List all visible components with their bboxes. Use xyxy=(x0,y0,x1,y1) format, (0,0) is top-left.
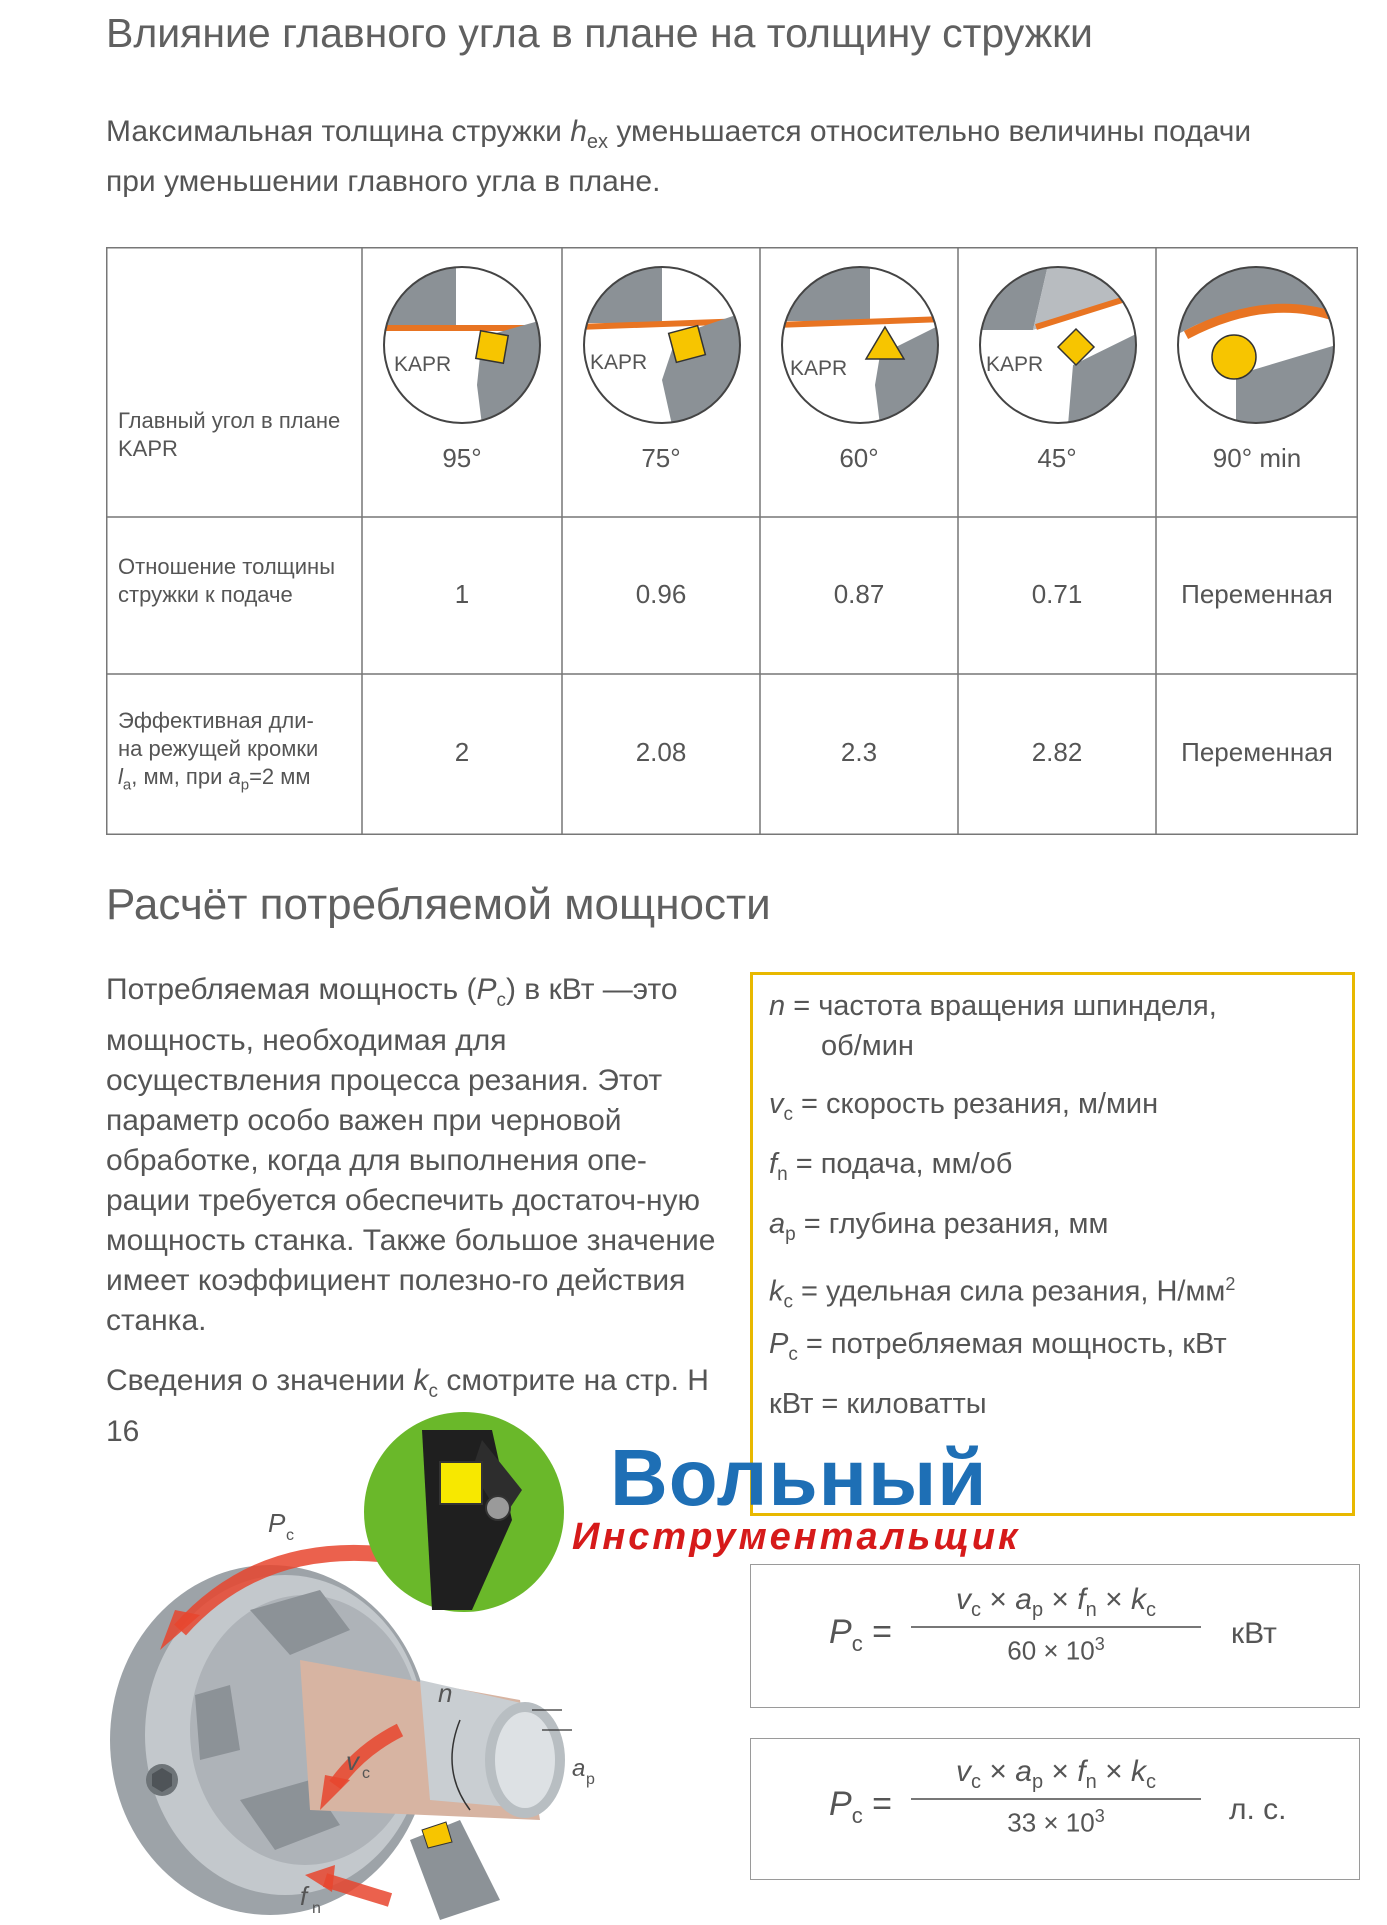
power-description xyxy=(106,970,726,1472)
watermark-brand-name: Вольный xyxy=(610,1433,988,1522)
label-pc: P xyxy=(268,1508,286,1538)
length-95: 2 xyxy=(454,737,470,767)
insert-diagram-60 xyxy=(780,265,940,425)
insert-75-icon xyxy=(582,265,742,425)
ratio-75: 0.96 xyxy=(635,579,687,609)
insert-45-icon xyxy=(978,265,1138,425)
legend-fn: $f_n$ = подача, мм/об xyxy=(769,1148,1013,1185)
formula2-fraction-bar xyxy=(911,1798,1201,1800)
insert-round-icon xyxy=(1176,265,1336,425)
label-pc-sub: c xyxy=(286,1527,294,1544)
formula-hp-box xyxy=(750,1738,1360,1880)
section-title-chip-thickness: Влияние главного угла в плане на толщину стружки xyxy=(106,10,1093,56)
insert-95-icon xyxy=(382,265,542,425)
insert-45-kapr-label: KAPR xyxy=(986,353,1044,376)
ratio-45: 0.71 xyxy=(1031,579,1083,609)
insert-60-kapr-label: KAPR xyxy=(790,357,848,380)
length-60: 2.3 xyxy=(840,737,878,767)
legend-kw: кВт = киловатты xyxy=(769,1388,987,1420)
ratio-95: 1 xyxy=(454,579,470,609)
legend-n-unit: об/мин xyxy=(821,1030,914,1062)
label-vc-sub: c xyxy=(362,1765,370,1782)
tool-holder-logo-icon xyxy=(362,1410,566,1614)
legend-ap: $a_p$ = глубина резания, мм xyxy=(769,1208,1109,1245)
legend-n: n = частота вращения шпинделя, xyxy=(769,990,1217,1022)
power-paragraph-2: Сведения о значении $k_c$ смотрите на стр. Н 16 xyxy=(106,1364,709,1448)
formula1-lhs: $P_c$ = xyxy=(829,1613,892,1656)
length-45: 2.82 xyxy=(1031,737,1083,767)
insert-diagram-round xyxy=(1176,265,1336,425)
power-paragraph-1: Потребляемая мощность $(P_c)$ в кВт —это мощность, необходимая для осуществления процесса резания. Этот параметр особо важен при черновой обработке, когда для выполнения опе-рации требуется обеспечить достаточ-ную мощность станка. Также большое значение имеет коэффициент полезно-го действия станка. xyxy=(106,973,716,1337)
row-label-effective-length: Эффективная дли- на режущей кромки $l_a$, мм, при $a_p=2$ мм xyxy=(118,708,319,794)
ratio-variable: Переменная xyxy=(1181,579,1333,609)
legend-vc: $v_c$ = скорость резания, м/мин xyxy=(769,1088,1159,1125)
legend-pc: $P_c$ = потребляемая мощность, кВт xyxy=(769,1328,1227,1365)
label-vc: v xyxy=(346,1746,359,1776)
formula2-numerator: $v_c \times a_p \times f_n \times k_c$ xyxy=(956,1755,1156,1793)
formula1-numerator: $v_c \times a_p \times f_n \times k_c$ xyxy=(956,1583,1156,1621)
formula1-denominator: $60 \times 10^3$ xyxy=(1007,1634,1105,1666)
watermark-logo xyxy=(362,1410,566,1614)
label-ap: a xyxy=(572,1755,586,1782)
row-label-kapr: Главный угол в плане KAPR xyxy=(118,408,341,461)
formula2-unit: л. с. xyxy=(1229,1793,1287,1826)
formula1-fraction xyxy=(911,1583,1201,1667)
formula2-lhs: $P_c$ = xyxy=(829,1785,892,1828)
label-ap-sub: p xyxy=(586,1771,595,1788)
watermark-brand-subtitle: Инструментальщик xyxy=(572,1516,1021,1558)
ratio-60: 0.87 xyxy=(833,579,885,609)
legend-kc: $k_c$ = удельная сила резания, $Н/мм^2$ xyxy=(769,1274,1236,1313)
insert-diagram-45 xyxy=(978,265,1138,425)
angle-60: 60° xyxy=(839,443,879,473)
angle-95: 95° xyxy=(442,443,482,473)
insert-75-kapr-label: KAPR xyxy=(590,351,648,374)
label-n: n xyxy=(438,1678,453,1708)
insert-diagram-95 xyxy=(382,265,542,425)
section-title-power: Расчёт потребляемой мощности xyxy=(106,880,771,929)
insert-95-kapr-label: KAPR xyxy=(394,353,452,376)
formula1-fraction-bar xyxy=(911,1626,1201,1628)
formula2-fraction xyxy=(911,1755,1201,1839)
intro-paragraph: Максимальная толщина стружки $h_{ex}$ уменьшается относительно величины подачи при уменьшении главного угла в плане. xyxy=(106,115,1252,198)
formula2-denominator: $33 \times 10^3$ xyxy=(1007,1806,1105,1838)
formula1-unit: кВт xyxy=(1231,1617,1277,1650)
angle-45: 45° xyxy=(1037,443,1077,473)
formula-kw-box xyxy=(750,1564,1360,1708)
label-fn: f xyxy=(300,1881,308,1911)
label-fn-sub: n xyxy=(312,1900,321,1917)
insert-60-icon xyxy=(780,265,940,425)
length-75: 2.08 xyxy=(635,737,687,767)
length-variable: Переменная xyxy=(1181,737,1333,767)
angle-90-min: 90° min xyxy=(1212,443,1302,473)
angle-75: 75° xyxy=(641,443,681,473)
insert-diagram-75 xyxy=(582,265,742,425)
row-label-ratio: Отношение толщины стружки к подаче xyxy=(118,554,336,607)
kapr-table xyxy=(106,247,1358,835)
